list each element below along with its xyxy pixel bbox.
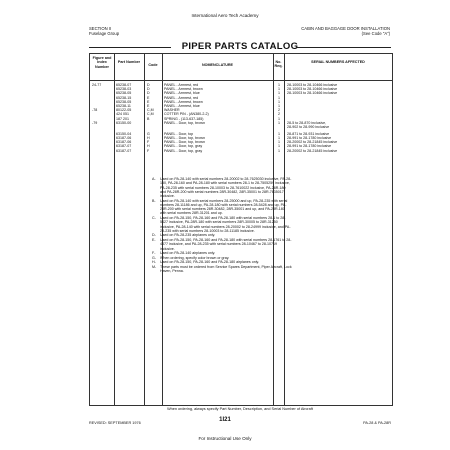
col-header-req: No. Req. — [274, 60, 283, 69]
cell-req: 2 — [278, 112, 280, 117]
cell-nomenclature: PANEL - Door, top, brown — [164, 140, 205, 145]
note-key: H- — [152, 260, 156, 265]
cell-code: E — [147, 104, 150, 108]
cell-part-number: 65238-05 — [116, 91, 132, 96]
cell-part-number: 65238-11 — [116, 104, 131, 108]
cell-nomenclature: WASHER — [164, 108, 180, 113]
note-f — [152, 251, 292, 255]
note-m — [152, 265, 292, 274]
note-b — [152, 199, 292, 216]
aircraft-model: PA-28 & PA-28R — [363, 421, 391, 425]
group-label: Fuselage Group — [89, 30, 120, 36]
note-a — [152, 177, 292, 198]
col-header-part: Part Number — [117, 60, 141, 64]
col-header-nomenclature: NOMENCLATURE — [201, 63, 234, 67]
cell-nomenclature: PANEL - Door, top, brown — [164, 120, 205, 125]
cell-req: 1 — [278, 104, 280, 108]
cell-nomenclature: PANEL - Armrest, blue — [164, 91, 200, 96]
note-text: Used on PA-28-140 airplanes only. — [160, 251, 216, 256]
cell-serial: 28-20002 to 28-21845 inclusive — [287, 140, 338, 145]
note-text: These parts must be ordered from Service Spares Department, Piper Aircraft, Lock Haven, Penna. — [160, 265, 292, 274]
section-label: SECTION II — [89, 26, 112, 31]
cell-part-number: 80122-05 — [116, 108, 132, 113]
header-rule — [90, 80, 392, 81]
cell-req: 2 — [278, 108, 280, 113]
cell-figure: -79 — [92, 120, 98, 125]
cell-req: 1 — [278, 116, 280, 121]
note-key: G- — [152, 255, 156, 260]
cell-nomenclature: PANEL - Door, top, gray — [164, 144, 203, 149]
note-text: Used on PA-28-150, PA-28-160 and PA-28-180 airplanes only. — [160, 260, 260, 265]
cell-nomenclature: PANEL - Door, top, gray — [164, 148, 203, 153]
installation-subtitle: (See Code "A") — [361, 30, 390, 36]
cell-serial: 28-10003 to 28-10466 inclusive — [287, 91, 338, 96]
note-c — [152, 216, 292, 233]
cell-nomenclature: PANEL - Armrest, red — [164, 95, 199, 100]
watermark-banner-top: International Aero Tech Academy — [191, 13, 259, 18]
cell-part-number: 63150-04 — [116, 131, 132, 136]
cell-code: B — [147, 116, 150, 121]
cell-req: 1 — [278, 120, 280, 125]
cell-part-number: 63187-07 — [116, 144, 132, 149]
cell-code: C,M — [147, 108, 154, 113]
watermark-banner-bottom: For Instructional Use Only — [198, 436, 252, 441]
note-g — [152, 256, 292, 260]
cell-serial: 28-902 to 28-990 inclusive — [287, 125, 330, 129]
cell-nomenclature: PANEL - Armrest, red — [164, 83, 199, 87]
col-header-figure: Figure and Index Number — [92, 56, 112, 69]
installation-title: CABIN AND BAGGAGE DOOR INSTALLATION — [301, 26, 390, 31]
title-rule-right — [297, 47, 391, 48]
cell-nomenclature: PANEL - Door, top — [164, 131, 194, 136]
catalog-title: PIPER PARTS CATALOG — [181, 41, 299, 52]
col-header-serial: SERIAL NUMBERS AFFECTED — [311, 60, 365, 64]
revision-date: REVISED: SEPTEMBER 1976 — [89, 421, 141, 425]
note-d — [152, 233, 292, 237]
cell-req: 1 — [278, 131, 280, 136]
cell-figure: 24-77 — [92, 83, 102, 87]
cell-req: 1 — [278, 148, 280, 153]
col-header-code: Code — [148, 63, 158, 67]
cell-figure: -78 — [92, 108, 98, 113]
note-text: Used on PA-28-150, PA-28-160 and PA-28-180 with serial numbers 28-1 to 28-5427 inclusive, PA-28R-180 with serial numbers 28R-30005 to 28R-31250 inclusive, PA-28-140 with serial numbers 28-20002 to 28-24999 inclusive, and PA-28-235 with serial numbers 28-10003 to 28-11185 inclusive. — [160, 216, 291, 233]
cell-code: E — [147, 99, 150, 104]
note-text: Used on PA-28-150, PA-28-160 and PA-28-180 with serial numbers 28-1761 to 28-4377 inclusive, and PA-28-235 with serial numbers 28-10467 to 28-10719 inclusive. — [160, 238, 292, 251]
cell-serial: 28-5 to 28-870 inclusive, — [287, 120, 327, 125]
note-text: Used on PA-28-235 airplanes only. — [160, 233, 216, 238]
col-divider — [144, 54, 145, 405]
page-number: 1I21 — [219, 417, 231, 423]
parts-table — [89, 53, 393, 406]
cell-serial: 28-10003 to 28-10466 inclusive — [287, 83, 338, 87]
cell-code: D — [147, 91, 150, 96]
cell-req: 1 — [278, 87, 280, 92]
cell-nomenclature: PANEL - Armrest, brown — [164, 99, 203, 104]
cell-req: 1 — [278, 135, 280, 140]
cell-code: H — [147, 144, 150, 149]
cell-nomenclature: SPRING - (113-637-185) — [164, 116, 204, 121]
col-divider — [114, 54, 115, 405]
cell-serial: 28-871 to 28-931 inclusive — [287, 131, 330, 136]
cell-part-number: 63187-06 — [116, 140, 132, 145]
cell-code: D — [147, 87, 150, 92]
cell-req: 1 — [278, 140, 280, 145]
cell-code: D — [147, 83, 150, 87]
note-key: A- — [152, 177, 156, 181]
cell-part-number: 63187-07 — [116, 148, 132, 153]
cell-req: 1 — [278, 95, 280, 100]
cell-req: 1 — [278, 83, 280, 87]
cell-serial: 28-991 to 28-1780 inclusive — [287, 135, 332, 140]
note-key: F- — [152, 251, 156, 256]
cell-part-number: 63150-00 — [116, 120, 132, 125]
cell-req: 1 — [278, 144, 280, 149]
cell-part-number: 63187-06 — [116, 135, 132, 140]
cell-nomenclature: PANEL - Armrest, blue — [164, 104, 200, 108]
cell-code: C,M — [147, 112, 154, 117]
note-h — [152, 260, 292, 264]
cell-part-number: 65238-07 — [116, 83, 132, 87]
note-key: D- — [152, 233, 156, 238]
cell-serial: 28-10003 to 28-10466 inclusive — [287, 87, 338, 92]
cell-code: E — [147, 95, 150, 100]
note-e — [152, 238, 292, 251]
note-key: E- — [152, 238, 156, 243]
cell-part-number: 65238-15 — [116, 95, 132, 100]
cell-serial: 28-20002 to 28-21845 inclusive — [287, 148, 338, 153]
cell-nomenclature: COTTER PIN - (AN380-2-2) — [164, 112, 209, 117]
cell-code: H — [147, 135, 150, 140]
note-key: B- — [152, 198, 156, 203]
cell-code: G — [147, 131, 150, 136]
cell-part-number: 187 201 — [116, 116, 129, 121]
cell-nomenclature: PANEL - Door, top, brown — [164, 135, 205, 140]
cell-req: 1 — [278, 99, 280, 104]
note-text: When ordering, specify color brown or gray. — [160, 255, 230, 260]
section-header — [89, 27, 119, 37]
cell-req: 1 — [278, 91, 280, 96]
cell-code: F — [147, 148, 150, 153]
installation-header — [301, 27, 390, 37]
code-notes — [152, 177, 292, 274]
cell-nomenclature: PANEL - Armrest, brown — [164, 87, 203, 92]
cell-part-number: 65238-05 — [116, 99, 132, 104]
ordering-note: When ordering, always specify Part Number, Description, and Serial Number of Aircraft — [167, 407, 313, 411]
note-key: C- — [152, 216, 156, 221]
note-text: Used on PA-28-140 with serial numbers 28-20002 to 28-7625030 inclusive, PA-28-150, PA-28-160 and PA-28-180 with serial numbers 28-1 to 28-7505259 inclusive, PA-28-235 with serial numbers 28-10003 to 28-7610022 inclusive, PA-28R-180 and PA-28R-200 with serial numbers 28R-30482, 28R-35001 to 28R-7635017 inclusive. — [160, 177, 292, 198]
cell-part-number: 65238-03 — [116, 87, 132, 92]
cell-code: F — [147, 140, 150, 145]
cell-part-number: 424 051 — [116, 112, 129, 117]
note-key: M- — [152, 265, 157, 270]
cell-serial: 28-991 to 28-1780 inclusive — [287, 144, 332, 149]
note-text: Used on PA-28-140 with serial numbers 28-25000 and up, PA-28-235 with serial numbers 28-11186 and up, PA-28-180 with serial numbers 28-5428 and up, PA-28R-200 with serial numbers 28R-30482, 28R-35001 and up, and PA-28R-180 with serial numbers 28R-31201 and up. — [160, 198, 288, 216]
